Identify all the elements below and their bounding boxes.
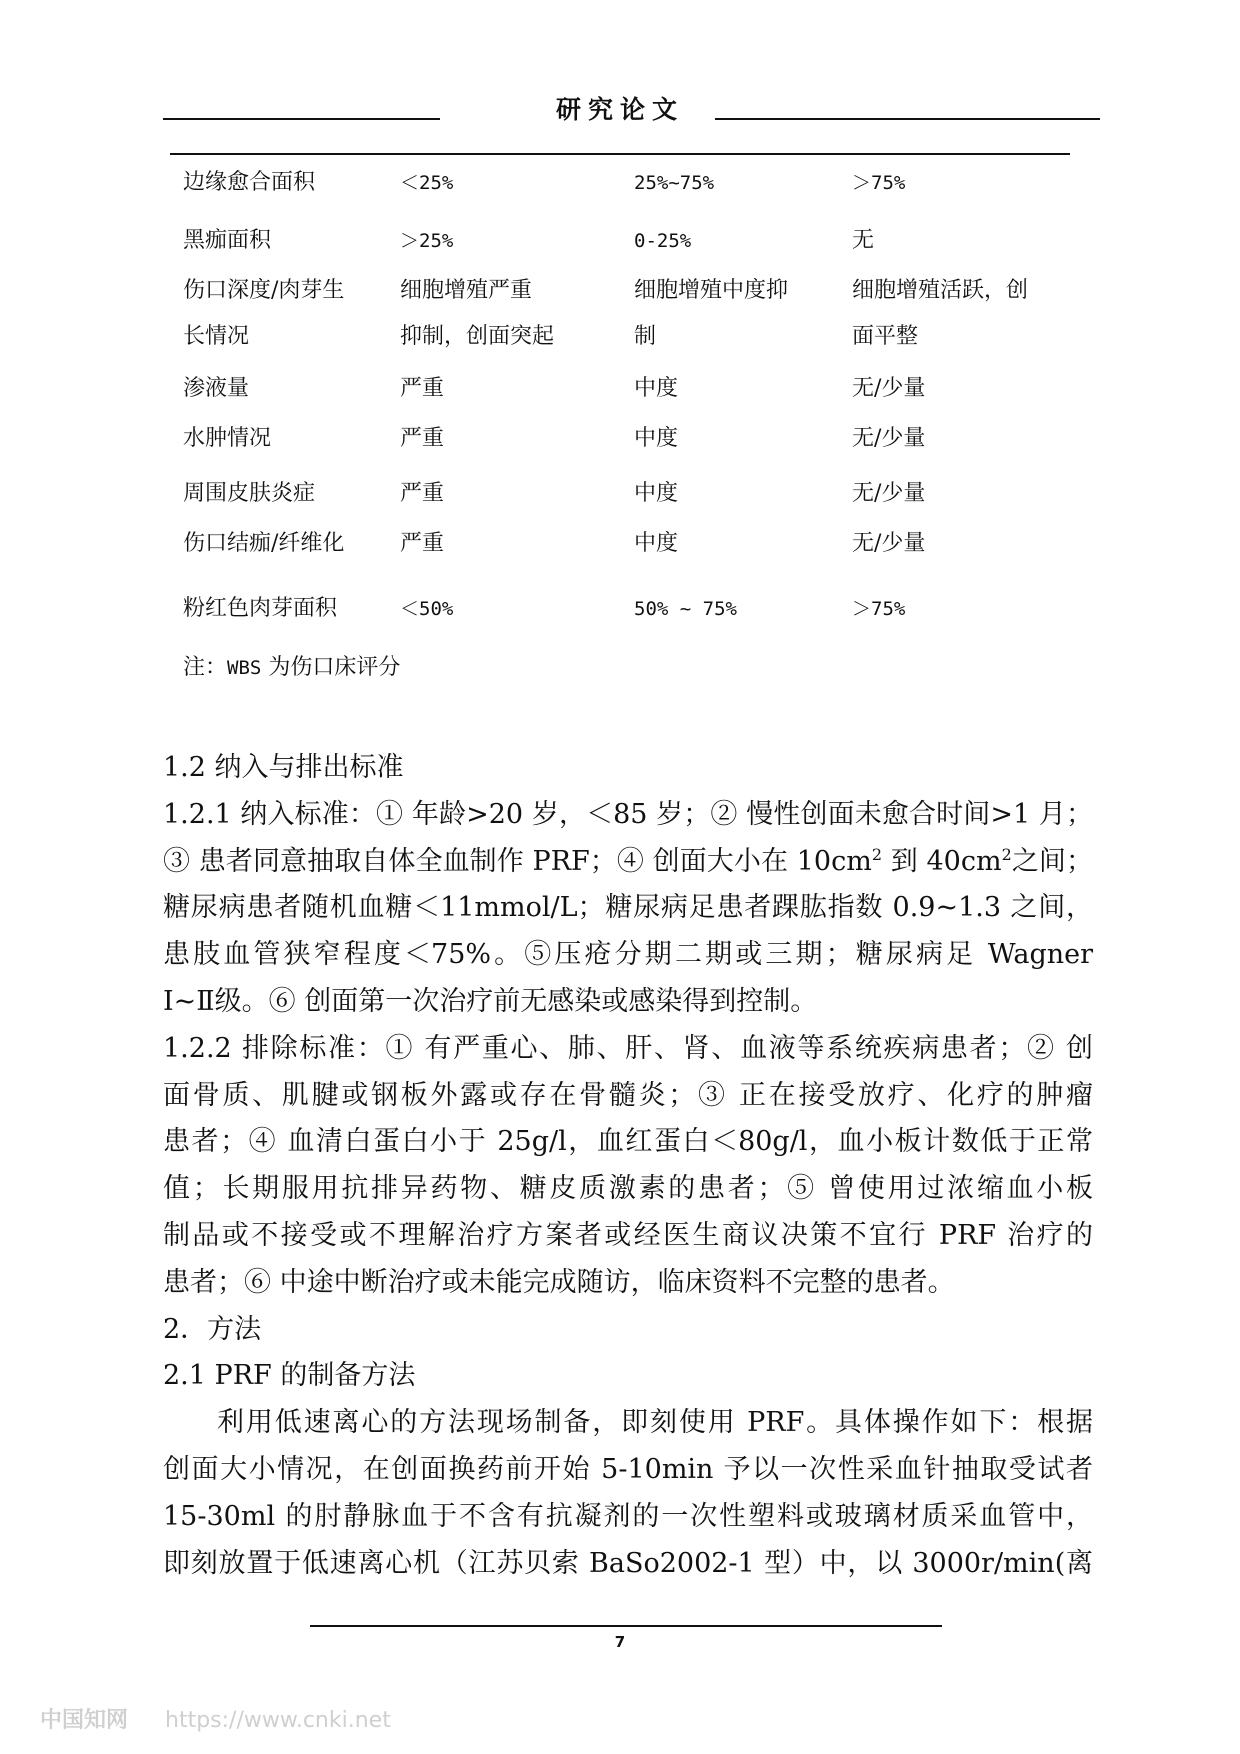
table-cell: 周围皮肤炎症 (183, 481, 316, 506)
text-line: 利用低速离心的方法现场制备，即刻使用 PRF。具体操作如下：根据 (217, 1407, 1093, 1439)
text-line: 值；长期服用抗排异药物、糖皮质激素的患者；⑤ 曾使用过浓缩血小板 (163, 1173, 1093, 1205)
page-number: 7 (614, 1633, 626, 1651)
table-cell: 严重 (400, 531, 445, 556)
text-line: 患肢血管狭窄程度＜75%。⑤压疮分期二期或三期；糖尿病足 Wagner (163, 939, 1093, 971)
table-cell: 制 (634, 324, 657, 349)
table-cell: ＞75% (852, 598, 906, 620)
table-cell: 黑痂面积 (183, 228, 272, 253)
note-prefix: 注： (183, 655, 228, 680)
running-header-title: 研究论文 (555, 95, 684, 124)
table-cell: ＜50% (400, 598, 454, 620)
table-cell: 渗液量 (183, 376, 250, 401)
section-heading: 2．方法 (163, 1313, 262, 1345)
table-cell: 无/少量 (852, 426, 926, 451)
watermark-logo: 中国知网 (40, 1708, 129, 1733)
table-cell: 长情况 (183, 324, 250, 349)
subsection-heading: 2.1 PRF 的制备方法 (163, 1360, 416, 1392)
table-cell: 严重 (400, 376, 445, 401)
text-line: 1.2.2 排除标准：① 有严重心、肺、肝、肾、血液等系统疾病患者；② 创 (163, 1032, 1093, 1064)
text-run: ③ 患者同意抽取自体全血制作 PRF；④ 创面大小在 10cm (163, 845, 872, 877)
text-run: 之间； (1011, 845, 1094, 877)
watermark (40, 1703, 391, 1734)
table-cell: 0-25% (634, 230, 692, 252)
body-text (163, 745, 1093, 1587)
text-line: 1.2.1 纳入标准：① 年龄>20 岁，＜85 岁；② 慢性创面未愈合时间>1 月； (163, 798, 1093, 830)
table-cell: 细胞增殖严重 (400, 278, 533, 303)
table-cell: 水肿情况 (183, 426, 272, 451)
header-rule-left (163, 118, 440, 120)
text-line: 糖尿病患者随机血糖＜11mmol/L；糖尿病足患者踝肱指数 0.9~1.3 之间， (163, 892, 1093, 924)
table-note (183, 650, 400, 681)
table-cell: 25%~75% (634, 172, 715, 194)
text-line: 患者；④ 血清白蛋白小于 25g/l，血红蛋白＜80g/l，血小板计数低于正常 (163, 1126, 1093, 1158)
table-cell: 无/少量 (852, 531, 926, 556)
text-line: Ⅰ~Ⅱ级。⑥ 创面第一次治疗前无感染或感染得到控制。 (163, 985, 818, 1017)
table-cell: 面平整 (852, 324, 919, 349)
superscript: 2 (1001, 844, 1012, 864)
table-cell: 中度 (634, 481, 679, 506)
table-cell: 细胞增殖中度抑 (634, 278, 789, 303)
table-cell: 中度 (634, 531, 679, 556)
footer-rule (310, 1625, 942, 1627)
text-line (163, 839, 1093, 886)
table-cell: 粉红色肉芽面积 (183, 596, 338, 621)
text-line: 创面大小情况，在创面换药前开始 5-10min 予以一次性采血针抽取受试者 (163, 1453, 1093, 1485)
text-line: 15-30ml 的肘静脉血于不含有抗凝剂的一次性塑料或玻璃材质采血管中， (163, 1500, 1093, 1532)
text-line: 患者；⑥ 中途中断治疗或未能完成随访，临床资料不完整的患者。 (163, 1266, 955, 1298)
table-cell: 伤口结痂/纤维化 (183, 531, 345, 556)
table-cell: 严重 (400, 481, 445, 506)
table-cell: ＞75% (852, 172, 906, 194)
note-text: 为伤口床评分 (268, 655, 401, 680)
table-cell: 边缘愈合面积 (183, 170, 316, 195)
table-cell: 抑制，创面突起 (400, 324, 555, 349)
watermark-url: https://www.cnki.net (165, 1708, 391, 1733)
text-line: 制品或不接受或不理解治疗方案者或经医生商议决策不宜行 PRF 治疗的 (163, 1219, 1093, 1251)
table-cell: 伤口深度/肉芽生 (183, 278, 345, 303)
table-cell: 无 (852, 228, 875, 253)
table-cell: ＞25% (400, 230, 454, 252)
section-heading: 1.2 纳入与排出标准 (163, 752, 404, 783)
text-run: 到 40cm (890, 845, 1002, 877)
note-abbreviation: WBS (227, 657, 262, 679)
header-rule-right (715, 118, 1100, 120)
table-cell: 中度 (634, 376, 679, 401)
table-cell: 无/少量 (852, 376, 926, 401)
superscript: 2 (871, 844, 883, 864)
table-cell: 中度 (634, 426, 679, 451)
table-cell: ＜25% (400, 172, 454, 194)
table-cell: 无/少量 (852, 481, 926, 506)
table-top-rule (170, 153, 1070, 155)
table-cell: 严重 (400, 426, 445, 451)
text-line: 面骨质、肌腱或钢板外露或存在骨髓炎；③ 正在接受放疗、化疗的肿瘤 (163, 1079, 1093, 1111)
table-cell: 细胞增殖活跃，创 (852, 278, 1029, 303)
table-cell: 50% ~ 75% (634, 598, 737, 620)
text-line: 即刻放置于低速离心机（江苏贝索 BaSo2002-1 型）中，以 3000r/min(离 (163, 1547, 1093, 1579)
